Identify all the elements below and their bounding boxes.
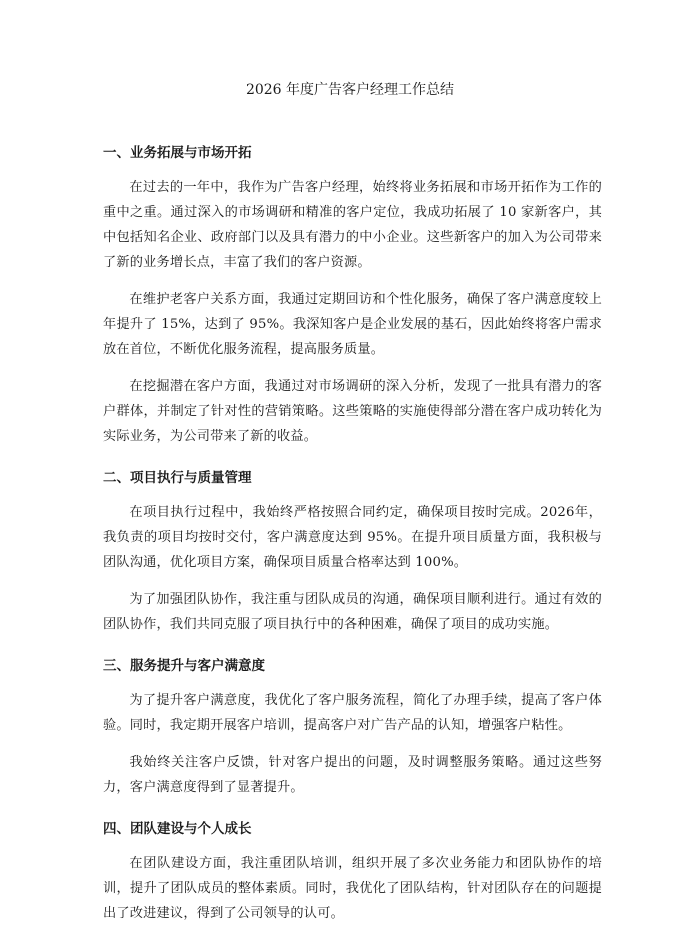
document-title: 2026 年度广告客户经理工作总结: [245, 82, 455, 98]
section-project-execution: [103, 461, 602, 637]
section-heading: 二、项目执行与质量管理: [103, 470, 252, 486]
paragraph: 在挖掘潜在客户方面，我通过对市场调研的深入分析，发现了一批具有潜力的客户群体，并制定了针对性的营销策略。这些策略的实施使得部分潜在客户成功转化为实际业务，为公司带来了新的收益。: [103, 379, 602, 444]
section-business-expansion: [103, 136, 602, 449]
paragraph: 为了提升客户满意度，我优化了客户服务流程，简化了办理手续，提高了客户体验。同时，我定期开展客户培训，提高客户对广告产品的认知，增强客户粘性。: [103, 693, 602, 733]
paragraph: 我始终关注客户反馈，针对客户提出的问题，及时调整服务策略。通过这些努力，客户满意度得到了显著提升。: [103, 755, 602, 795]
section-heading: 三、服务提升与客户满意度: [103, 658, 265, 674]
paragraph: 在项目执行过程中，我始终严格按照合同约定，确保项目按时完成。2026年，我负责的项目均按时交付，客户满意度达到 95%。在提升项目质量方面，我积极与团队沟通，优化项目方案，确保项目质量合格率达到 100%。: [103, 505, 602, 570]
paragraph: 在过去的一年中，我作为广告客户经理，始终将业务拓展和市场开拓作为工作的重中之重。通过深入的市场调研和精准的客户定位，我成功拓展了 10 家新客户，其中包括知名企业、政府部门以及具有潜力的中小企业。这些新客户的加入为公司带来了新的业务增长点，丰富了我们的客户资源。: [103, 180, 602, 270]
section-service-improvement: [103, 649, 602, 800]
paragraph: 在维护老客户关系方面，我通过定期回访和个性化服务，确保了客户满意度较上年提升了 15%，达到了 95%。我深知客户是企业发展的基石，因此始终将客户需求放在首位，不断优化服务流程，提高服务质量。: [103, 292, 602, 357]
section-heading: 一、业务拓展与市场开拓: [103, 145, 252, 161]
section-team-building: [103, 812, 602, 926]
section-heading: 四、团队建设与个人成长: [103, 821, 252, 837]
paragraph: 在团队建设方面，我注重团队培训，组织开展了多次业务能力和团队协作的培训，提升了团队成员的整体素质。同时，我优化了团队结构，针对团队存在的问题提出了改进建议，得到了公司领导的认可。: [103, 856, 602, 921]
paragraph: 为了加强团队协作，我注重与团队成员的沟通，确保项目顺利进行。通过有效的团队协作，我们共同克服了项目执行中的各种困难，确保了项目的成功实施。: [103, 592, 602, 632]
document-body: [103, 136, 602, 938]
